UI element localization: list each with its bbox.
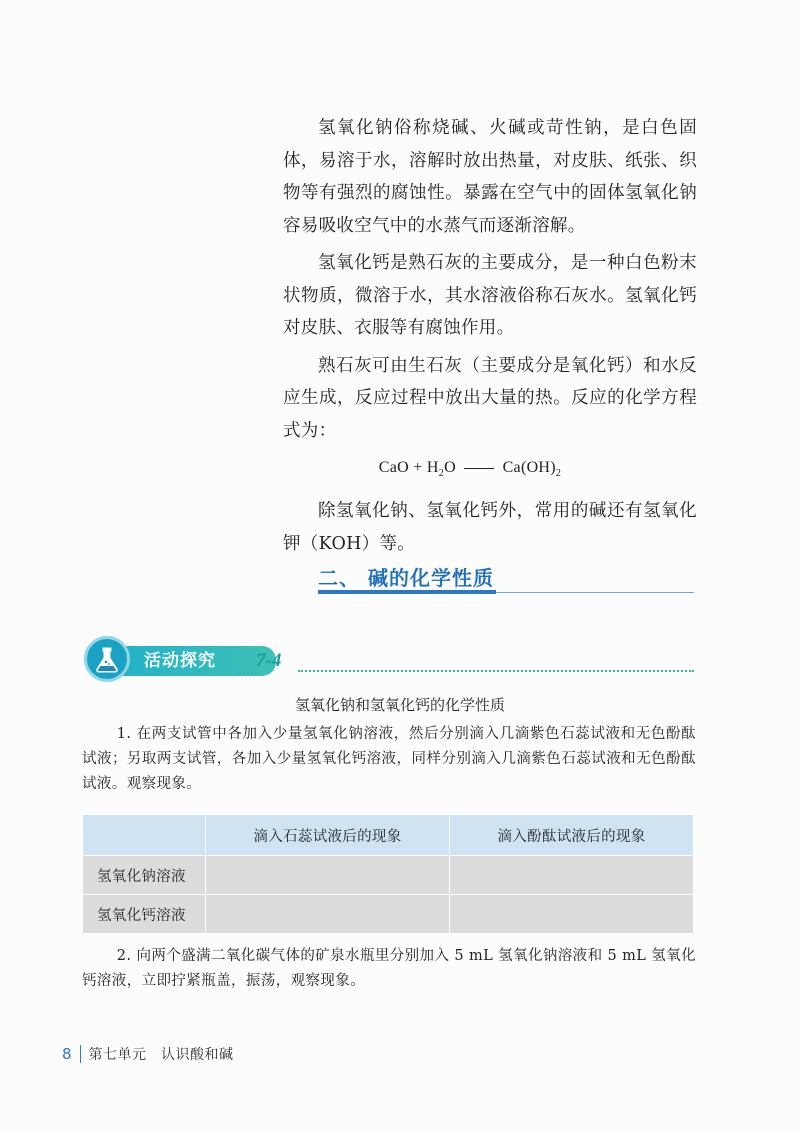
table-cell-naoh-litmus — [206, 856, 450, 895]
section-heading: 二、 碱的化学性质 — [318, 566, 494, 590]
table-corner — [83, 815, 206, 856]
table-row — [83, 856, 694, 895]
observation-table — [82, 814, 694, 934]
section-underline-accent — [318, 590, 496, 594]
table-header-phenolphthalein: 滴入酚酞试液后的现象 — [450, 815, 694, 856]
activity-number: 7-4 — [256, 650, 282, 671]
activity-dotted-line — [298, 670, 694, 672]
footer-divider — [80, 1045, 81, 1063]
table-cell-caoh2-phenolphthalein — [450, 895, 694, 934]
equation-lhs-a: CaO + H — [378, 459, 439, 476]
flask-icon — [84, 636, 130, 682]
table-cell-caoh2-litmus — [206, 895, 450, 934]
paragraph-naoh: 氢氧化钠俗称烧碱、火碱或苛性钠，是白色固体，易溶于水，溶解时放出热量，对皮肤、纸张、织物等有强烈的腐蚀性。暴露在空气中的固体氢氧化钠容易吸收空气中的水蒸气而逐渐溶解。 — [283, 118, 697, 236]
equation-lhs-b: O — [444, 459, 456, 476]
activity-title: 氢氧化钠和氢氧化钙的化学性质 — [294, 696, 505, 714]
table-header-litmus: 滴入石蕊试液后的现象 — [206, 815, 450, 856]
page-footer — [62, 1044, 234, 1064]
chapter-title: 第七单元 认识酸和碱 — [88, 1047, 234, 1063]
table-row-label: 氢氧化钙溶液 — [83, 895, 206, 934]
paragraph-slaked-lime: 熟石灰可由生石灰（主要成分是氧化钙）和水反应生成，反应过程中放出大量的热。反应的化学方程式为： — [283, 355, 697, 441]
chemical-equation — [283, 452, 697, 490]
equation-rhs-sub: 2 — [555, 468, 562, 480]
table-cell-naoh-phenolphthalein — [450, 856, 694, 895]
activity-banner — [84, 636, 694, 692]
paragraph-other-bases: 除氢氧化钠、氢氧化钙外，常用的碱还有氢氧化钾（KOH）等。 — [283, 501, 697, 554]
activity-step-1 — [82, 722, 696, 797]
paragraph-caoh2: 氢氧化钙是熟石灰的主要成分，是一种白色粉末状物质，微溶于水，其水溶液俗称石灰水。氢氧化钙对皮肤、衣服等有腐蚀作用。 — [283, 253, 697, 338]
table-row — [83, 895, 694, 934]
activity-step-1-text: 1. 在两支试管中各加入少量氢氧化钠溶液，然后分别滴入几滴紫色石蕊试液和无色酚酞试液；另取两支试管，各加入少量氢氧化钙溶液，同样分别滴入几滴紫色石蕊试液和无色酚酞试液。观察现象。 — [82, 726, 696, 792]
equation-lhs-sub: 2 — [438, 468, 445, 480]
page-number: 8 — [62, 1045, 72, 1063]
table-header-row — [83, 815, 694, 856]
activity-step-2: 2. 向两个盛满二氧化碳气体的矿泉水瓶里分别加入 5 mL 氢氧化钠溶液和 5 mL 氢氧化钙溶液，立即拧紧瓶盖，振荡，观察现象。 — [82, 948, 696, 989]
equation-line — [464, 468, 494, 469]
equation-rhs: Ca(OH) — [502, 459, 556, 476]
activity-label: 活动探究 — [118, 646, 276, 676]
main-text — [283, 112, 697, 565]
activity-tail-dots — [236, 672, 260, 674]
table-row-label: 氢氧化钠溶液 — [83, 856, 206, 895]
